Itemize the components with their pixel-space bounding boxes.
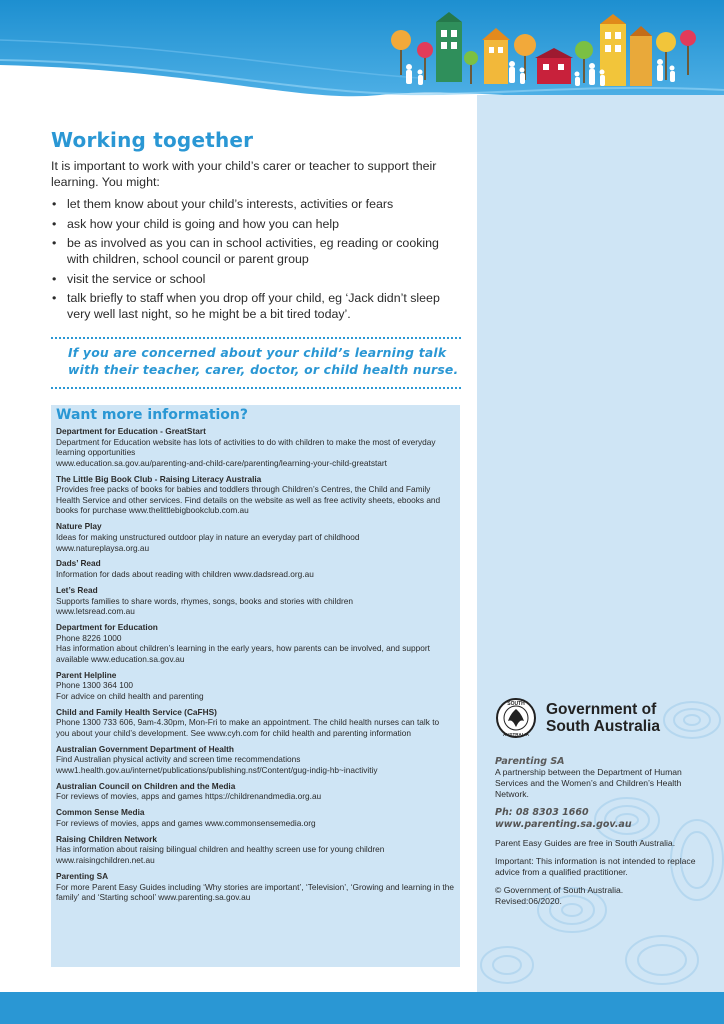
list-item: • be as involved as you can in school activities, eg reading or cooking with children, school council or parent group — [52, 236, 439, 266]
sidebar-text — [495, 756, 710, 914]
info-title: Want more information? — [56, 407, 249, 423]
list-item: • ask how your child is going and how you can help — [52, 216, 340, 231]
main-content — [51, 128, 463, 326]
resource-item: Let’s Read Supports families to share words, rhymes, songs, books and stories with children www.letsread.com.au — [56, 584, 353, 617]
crest-top-text: SOUTH — [507, 701, 525, 707]
resource-item: Australian Council on Children and the Media For reviews of movies, apps and games https://childrenandmedia.org.au — [56, 780, 322, 802]
copyright-text: © Government of South Australia. — [495, 885, 624, 895]
important-note: Important: This information is not intended to replace advice from a qualified practitioner. — [495, 856, 696, 877]
intro-text: It is important to work with your child’s carer or teacher to support their learning. You might: — [51, 159, 437, 189]
resource-item: Child and Family Health Service (CaFHS) Phone 1300 733 606, 9am-4.30pm, Mon-Fri to make an appointment. The child health nurses can talk to you about your child’s development. See www.cyh.com for child health and parenting information — [56, 706, 440, 738]
sa-crest-icon — [494, 697, 538, 739]
government-logo — [494, 697, 714, 739]
resource-item: The Little Big Book Club - Raising Literacy Australia Provides free packs of books for babies and toddlers through Children’s Centres, the Child and Family Health Service and other services. Find details on the website as well as free activity sheets, ebooks and books for purchase www.thelittlebigbookclub.com.au — [56, 473, 441, 516]
page-title: Working together — [51, 128, 254, 152]
more-info-panel — [51, 405, 460, 967]
parenting-sa-title: Parenting SA — [495, 756, 565, 767]
website-link[interactable]: www.parenting.sa.gov.au — [495, 819, 632, 830]
gov-line-2: South Australia — [546, 718, 660, 735]
resource-item: Department for Education Phone 8226 1000 Has information about children’s learning in the early years, how parents can be involved, and support available www.education.sa.gov.au — [56, 621, 430, 664]
tips-list — [51, 196, 463, 322]
header-banner — [0, 0, 724, 110]
callout-line-1: If you are concerned about your child’s learning talk — [68, 345, 447, 360]
free-note: Parent Easy Guides are free in South Australia. — [495, 838, 676, 848]
resource-item: Parent Helpline Phone 1300 364 100 For advice on child health and parenting — [56, 669, 204, 701]
list-item: • visit the service or school — [52, 271, 206, 286]
header-illustration — [0, 0, 724, 110]
list-item: • let them know about your child’s interests, activities or fears — [52, 197, 394, 211]
resource-item: Department for Education - GreatStart Department for Education website has lots of activities to do with children to make the most of everyday learning opportunities www.education.sa.gov.au/parenting-and-child-care/parenting/learning-your-child-greatstart — [56, 426, 436, 468]
list-item: • talk briefly to staff when you drop off your child, eg ‘Jack didn’t sleep very well last night, so he might be a bit tired today’. — [52, 291, 440, 321]
gov-line-1: Government of — [546, 701, 657, 718]
footer-band — [0, 992, 724, 1024]
crest-bottom-text: AUSTRALIA — [503, 732, 529, 737]
resource-item: Dads’ Read Information for dads about reading with children www.dadsread.org.au — [56, 558, 314, 580]
resource-item: Common Sense Media For reviews of movies, apps and games www.commonsensemedia.org — [56, 807, 316, 828]
callout-line-2: with their teacher, carer, doctor, or child health nurse. — [68, 361, 459, 377]
phone-number: Ph: 08 8303 1660 — [495, 807, 589, 818]
resource-item: Australian Government Department of Health Find Australian physical activity and screen time recommendations www1.health.gov.au/internet/publications/publishing.nsf/Content/gug-indig-hb~inactivitiy — [56, 743, 378, 775]
concern-callout — [51, 337, 461, 389]
resource-item: Nature Play Ideas for making unstructured outdoor play in nature an everyday part of childhood www.natureplaysa.org.au — [56, 521, 360, 553]
revised-date: Revised:06/2020. — [495, 896, 562, 906]
parenting-sa-desc: A partnership between the Department of Human Services and the Women’s and Children’s Health Network. — [495, 767, 682, 799]
resource-item: Raising Children Network Has information about raising bilingual children and healthy screen use for young children www.raisingchildren.net.au — [56, 833, 385, 866]
resource-item: Parenting SA For more Parent Easy Guides including ‘Why stories are important’, ‘Television’, ‘Growing and learning in the family’ and ‘Starting school’ www.parenting.sa.gov.au — [56, 870, 454, 903]
